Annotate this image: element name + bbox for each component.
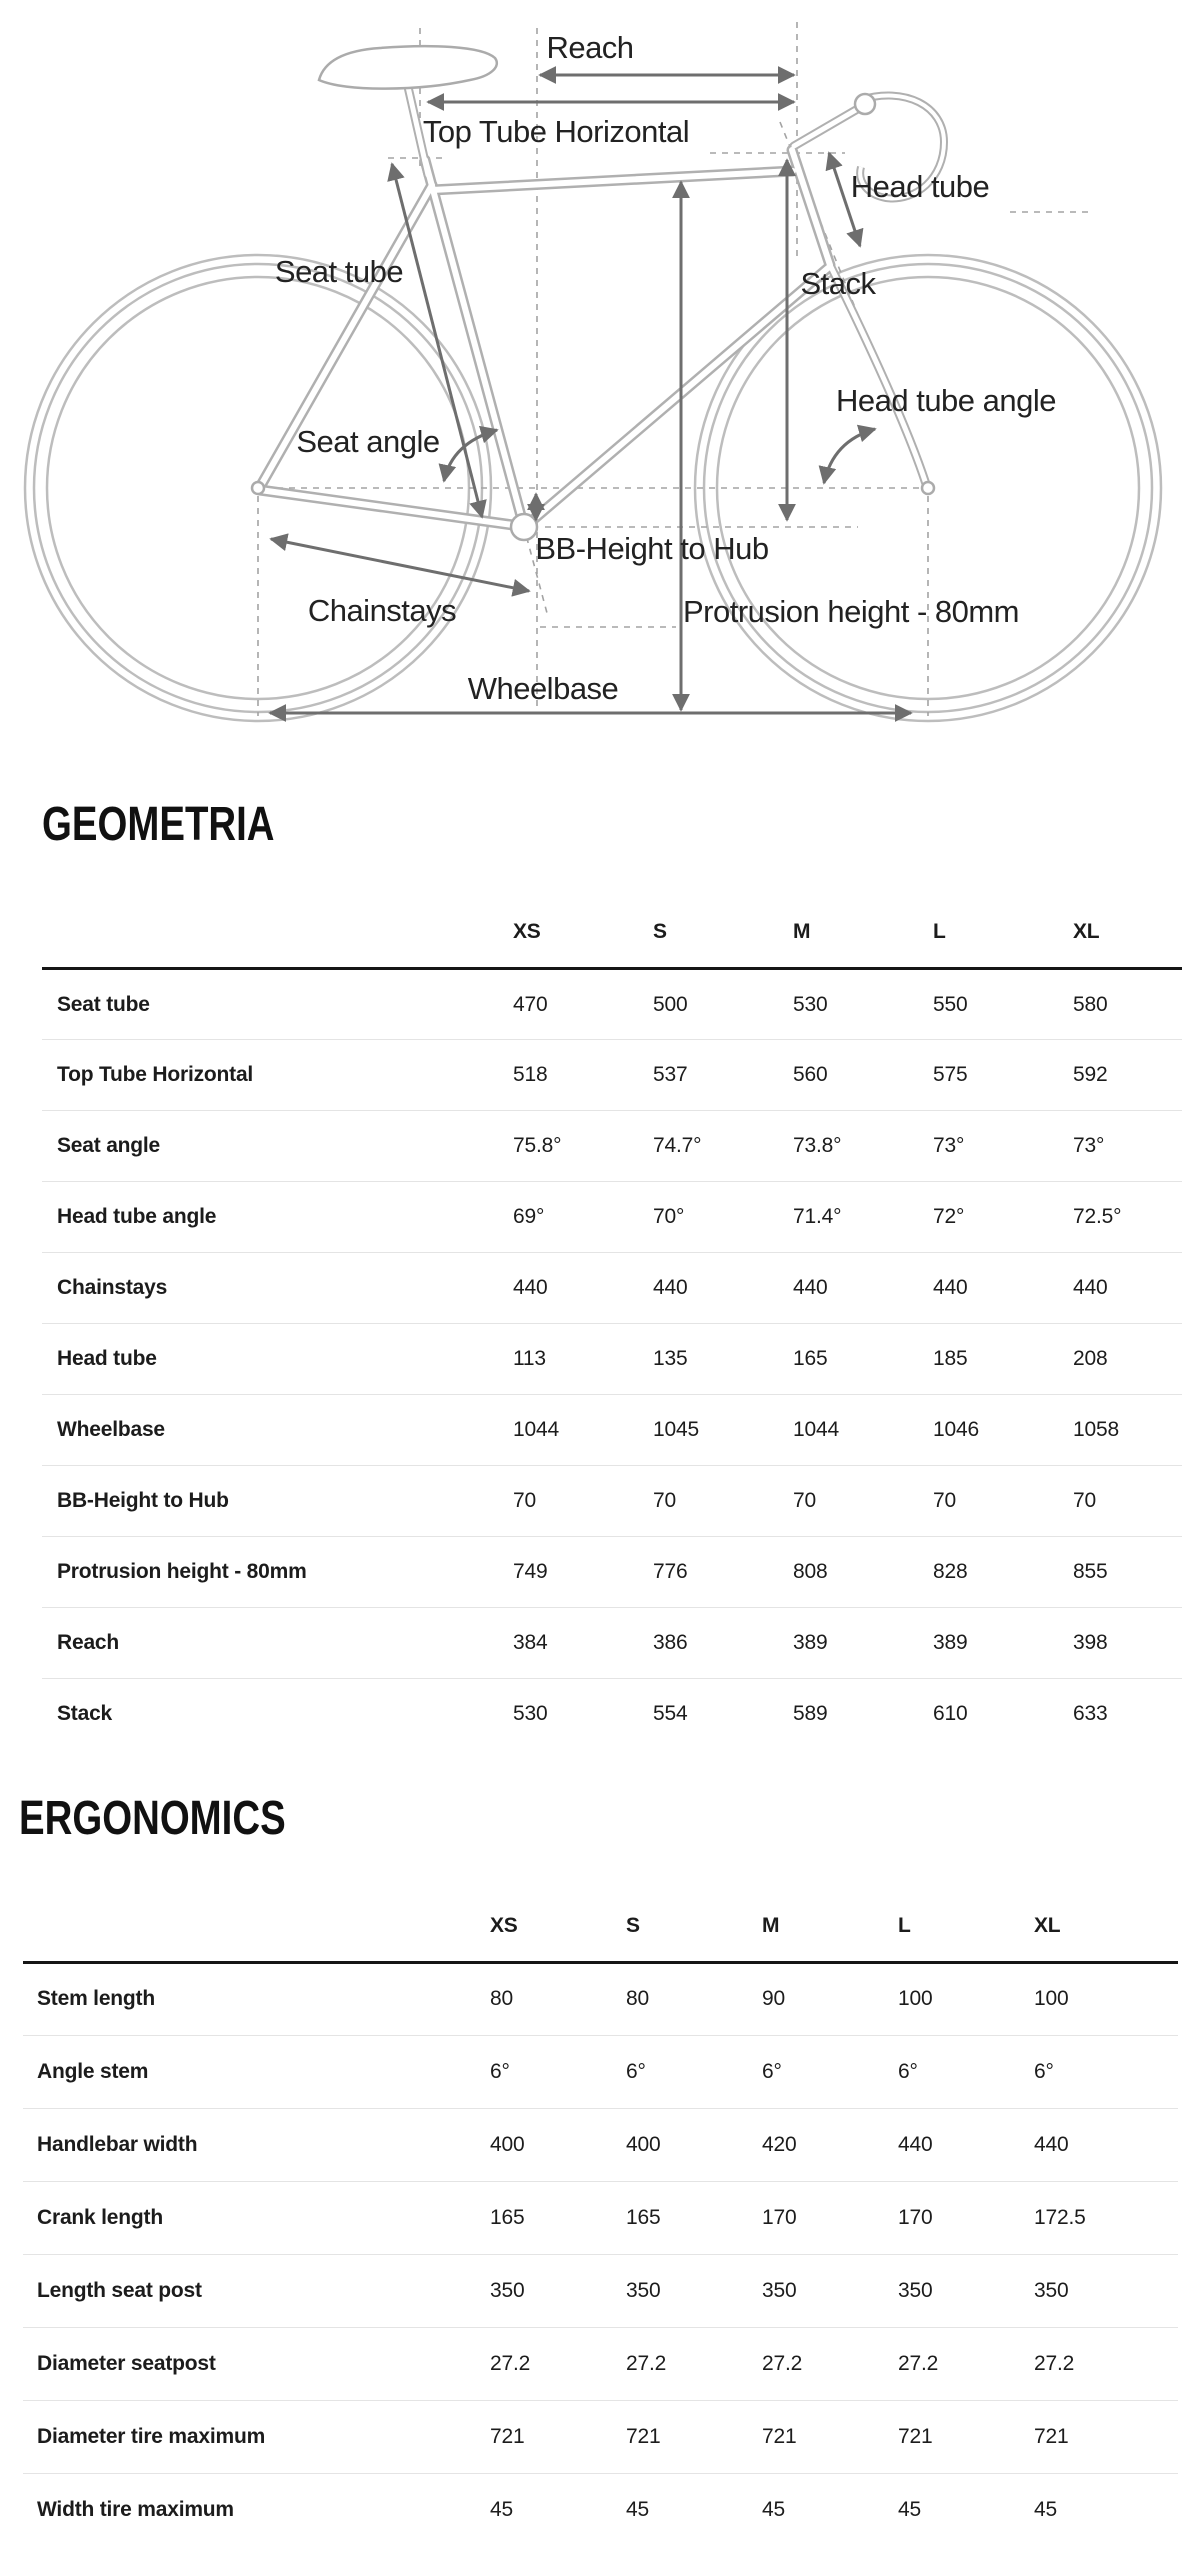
value-cell: 530 — [793, 992, 828, 1016]
value-cell: 73° — [1073, 1134, 1105, 1157]
value-cell: 580 — [1073, 992, 1108, 1016]
value-cell: 470 — [513, 992, 548, 1016]
value-cell: 45 — [1034, 2497, 1057, 2521]
seat-angle-label: Seat angle — [296, 424, 440, 459]
table-row — [42, 1395, 1182, 1466]
row-label: Protrusion height - 80mm — [57, 1560, 307, 1583]
value-cell: 6° — [1034, 2059, 1054, 2083]
table-row — [42, 969, 1182, 1040]
value-cell: 518 — [513, 1063, 548, 1086]
value-cell: 165 — [626, 2205, 661, 2229]
value-cell: 170 — [898, 2205, 933, 2229]
value-cell: 440 — [933, 1276, 968, 1299]
table-row — [23, 2327, 1178, 2400]
value-cell: 592 — [1073, 1063, 1108, 1086]
value-cell: 70 — [933, 1489, 956, 1512]
value-cell: 6° — [762, 2059, 782, 2083]
value-cell: 45 — [898, 2497, 921, 2521]
reach-label: Reach — [546, 30, 634, 65]
value-cell: 400 — [626, 2132, 661, 2156]
value-cell: 350 — [898, 2278, 933, 2302]
row-label: Chainstays — [57, 1276, 168, 1299]
value-cell: 74.7° — [653, 1134, 702, 1157]
value-cell: 440 — [513, 1276, 548, 1299]
value-cell: 70 — [793, 1489, 816, 1512]
table-row — [42, 1324, 1182, 1395]
value-cell: 100 — [898, 1987, 933, 2010]
value-cell: 721 — [1034, 2424, 1069, 2448]
value-cell: 27.2 — [898, 2351, 939, 2375]
row-label: Reach — [57, 1631, 120, 1654]
column-header: M — [793, 896, 933, 969]
value-cell: 350 — [1034, 2278, 1069, 2302]
value-cell: 72° — [933, 1205, 965, 1228]
row-label: Head tube angle — [57, 1205, 217, 1228]
front-hub — [922, 482, 934, 494]
value-cell: 500 — [653, 992, 688, 1016]
value-cell: 27.2 — [490, 2351, 531, 2375]
table-row — [23, 2254, 1178, 2327]
table-row — [42, 1253, 1182, 1324]
value-cell: 389 — [933, 1631, 968, 1654]
row-label: Angle stem — [37, 2059, 149, 2083]
value-cell: 69° — [513, 1205, 545, 1228]
value-cell: 45 — [762, 2497, 785, 2521]
ergonomics-header-row — [23, 1892, 1178, 1963]
value-cell: 172.5 — [1034, 2205, 1086, 2229]
value-cell: 27.2 — [1034, 2351, 1075, 2375]
column-header: XL — [1034, 1892, 1178, 1963]
geometry-header-row — [42, 896, 1182, 969]
value-cell: 386 — [653, 1631, 688, 1654]
value-cell: 440 — [793, 1276, 828, 1299]
bottom-bracket — [511, 514, 537, 540]
row-label: Seat tube — [57, 992, 150, 1016]
value-cell: 440 — [1034, 2132, 1069, 2156]
row-label: Width tire maximum — [37, 2497, 234, 2521]
value-cell: 73° — [933, 1134, 965, 1157]
ergonomics-section-title: ERGONOMICS — [19, 1791, 286, 1845]
table-row — [42, 1182, 1182, 1253]
value-cell: 135 — [653, 1347, 688, 1370]
table-row — [42, 1111, 1182, 1182]
stack-label: Stack — [800, 266, 876, 301]
value-cell: 384 — [513, 1631, 548, 1654]
table-row — [42, 1466, 1182, 1537]
value-cell: 170 — [762, 2205, 797, 2229]
bike-geometry-diagram — [0, 0, 1200, 740]
value-cell: 589 — [793, 1702, 828, 1726]
table-row — [42, 1679, 1182, 1750]
table-row — [23, 2473, 1178, 2546]
table-row — [23, 2035, 1178, 2108]
row-label: Crank length — [37, 2205, 163, 2229]
value-cell: 80 — [626, 1987, 649, 2010]
value-cell: 1046 — [933, 1418, 979, 1441]
value-cell: 165 — [490, 2205, 525, 2229]
column-header: XS — [513, 896, 653, 969]
value-cell: 610 — [933, 1702, 968, 1726]
corner-cell — [42, 896, 513, 969]
row-label: Stem length — [37, 1987, 155, 2010]
value-cell: 350 — [626, 2278, 661, 2302]
value-cell: 1044 — [793, 1418, 839, 1441]
ergonomics-table — [23, 1892, 1178, 2547]
column-header: M — [762, 1892, 898, 1963]
value-cell: 90 — [762, 1987, 785, 2010]
value-cell: 70 — [513, 1489, 536, 1512]
table-row — [23, 1962, 1178, 2035]
value-cell: 165 — [793, 1347, 828, 1370]
geometry-section-title: GEOMETRIA — [42, 798, 275, 851]
value-cell: 633 — [1073, 1702, 1108, 1726]
value-cell: 75.8° — [513, 1134, 562, 1157]
value-cell: 575 — [933, 1063, 968, 1086]
table-row — [23, 2400, 1178, 2473]
value-cell: 6° — [626, 2059, 646, 2083]
value-cell: 1044 — [513, 1418, 559, 1441]
value-cell: 45 — [626, 2497, 649, 2521]
protrusion-height-label: Protrusion height - 80mm — [682, 594, 1020, 629]
value-cell: 440 — [653, 1276, 688, 1299]
bb-height-to-hub-label: BB-Height to Hub — [535, 531, 769, 566]
table-row — [42, 1040, 1182, 1111]
value-cell: 70° — [653, 1205, 685, 1228]
value-cell: 113 — [513, 1347, 546, 1370]
table-row — [23, 2181, 1178, 2254]
value-cell: 440 — [1073, 1276, 1108, 1299]
saddle — [319, 46, 497, 89]
value-cell: 398 — [1073, 1631, 1108, 1654]
head-tube-angle-label: Head tube angle — [835, 383, 1057, 418]
value-cell: 70 — [1073, 1489, 1096, 1512]
value-cell: 808 — [793, 1560, 828, 1583]
column-header: S — [653, 896, 793, 969]
value-cell: 721 — [762, 2424, 797, 2448]
value-cell: 855 — [1073, 1560, 1108, 1583]
row-label: Diameter tire maximum — [37, 2424, 266, 2448]
value-cell: 400 — [490, 2132, 525, 2156]
wheelbase-label: Wheelbase — [467, 671, 619, 706]
value-cell: 185 — [933, 1347, 968, 1370]
row-label: Seat angle — [57, 1134, 161, 1157]
value-cell: 27.2 — [626, 2351, 667, 2375]
value-cell: 721 — [626, 2424, 661, 2448]
value-cell: 560 — [793, 1063, 828, 1086]
value-cell: 530 — [513, 1702, 548, 1726]
value-cell: 70 — [653, 1489, 676, 1512]
value-cell: 721 — [490, 2424, 525, 2448]
value-cell: 550 — [933, 992, 968, 1016]
value-cell: 208 — [1073, 1347, 1108, 1370]
table-row — [42, 1608, 1182, 1679]
value-cell: 440 — [898, 2132, 933, 2156]
value-cell: 350 — [490, 2278, 525, 2302]
column-header: S — [626, 1892, 762, 1963]
value-cell: 420 — [762, 2132, 797, 2156]
column-header: L — [898, 1892, 1034, 1963]
value-cell: 1058 — [1073, 1418, 1119, 1441]
head-tube-angle-arc — [824, 429, 875, 483]
column-header: XS — [490, 1892, 626, 1963]
table-row — [23, 2108, 1178, 2181]
corner-cell — [23, 1892, 490, 1963]
value-cell: 6° — [490, 2059, 510, 2083]
rear-hub — [252, 482, 264, 494]
row-label: Top Tube Horizontal — [57, 1063, 254, 1086]
column-header: XL — [1073, 896, 1182, 969]
value-cell: 73.8° — [793, 1134, 842, 1157]
value-cell: 749 — [513, 1560, 548, 1583]
top-tube-horizontal-label: Top Tube Horizontal — [422, 114, 690, 149]
value-cell: 389 — [793, 1631, 828, 1654]
value-cell: 27.2 — [762, 2351, 803, 2375]
row-label: BB-Height to Hub — [57, 1489, 229, 1512]
value-cell: 45 — [490, 2497, 513, 2521]
value-cell: 828 — [933, 1560, 968, 1583]
column-header: L — [933, 896, 1073, 969]
geometry-table — [42, 896, 1182, 1750]
seat-tube-label: Seat tube — [274, 254, 404, 289]
value-cell: 350 — [762, 2278, 797, 2302]
row-label: Diameter seatpost — [37, 2351, 216, 2375]
row-label: Wheelbase — [57, 1418, 165, 1441]
chainstays-arrow — [271, 539, 529, 591]
value-cell: 1045 — [653, 1418, 699, 1441]
value-cell: 776 — [653, 1560, 688, 1583]
bike-diagram-svg — [0, 0, 1200, 740]
head-tube-label: Head tube — [850, 169, 990, 204]
value-cell: 6° — [898, 2059, 918, 2083]
value-cell: 537 — [653, 1063, 688, 1086]
row-label: Handlebar width — [37, 2132, 198, 2156]
value-cell: 71.4° — [793, 1205, 842, 1228]
row-label: Length seat post — [37, 2278, 202, 2302]
row-label: Head tube — [57, 1347, 157, 1370]
value-cell: 721 — [898, 2424, 933, 2448]
table-row — [42, 1537, 1182, 1608]
value-cell: 72.5° — [1073, 1205, 1122, 1228]
value-cell: 554 — [653, 1702, 688, 1726]
row-label: Stack — [57, 1702, 113, 1726]
value-cell: 100 — [1034, 1987, 1069, 2010]
chainstays-label: Chainstays — [307, 593, 457, 628]
value-cell: 80 — [490, 1987, 513, 2010]
